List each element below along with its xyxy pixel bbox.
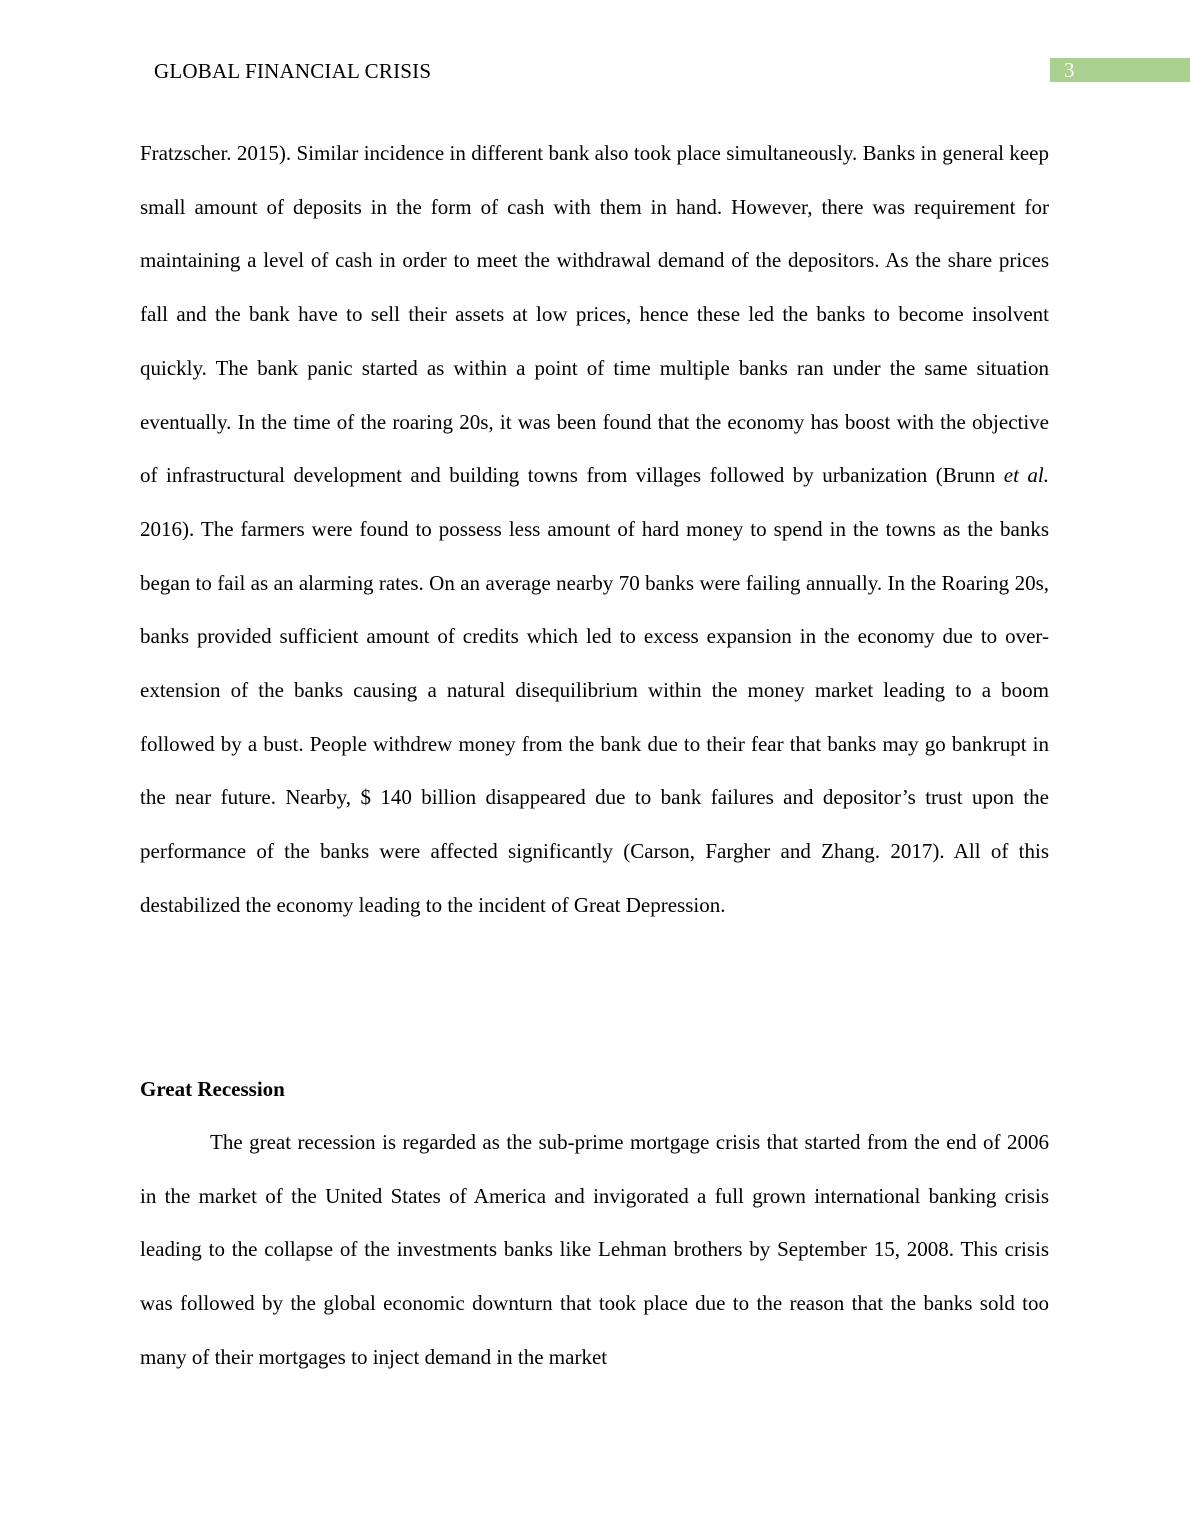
body-paragraph-1 bbox=[140, 127, 1049, 933]
paragraph-text: The great recession is regarded as the sub-prime mortgage crisis that started from the end of 2006 in the market of the United States of America and invigorated a full grown international banking crisis leading to the collapse of the investments banks like Lehman brothers by September 15, 2008. This crisis was followed by the global economic downturn that took place due to the reason that the banks sold too many of their mortgages to inject demand in the market bbox=[140, 1130, 1049, 1369]
running-head: GLOBAL FINANCIAL CRISIS bbox=[154, 59, 432, 83]
paragraph-text: 2016). The farmers were found to possess less amount of hard money to spend in the towns as the banks began to fail as an alarming rates. On an average nearby 70 banks were failing annually. In the Roaring 20s, banks provided sufficient amount of credits which led to excess expansion in the economy due to over-extension of the banks causing a natural disequilibrium within the money market leading to a boom followed by a bust. People withdrew money from the bank due to their fear that banks may go bankrupt in the near future. Nearby, $ 140 billion disappeared due to bank failures and depositor’s trust upon the performance of the banks were affected significantly (Carson, Fargher and Zhang. 2017). All of this destabilized the economy leading to the incident of Great Depression. bbox=[140, 516, 1049, 917]
italic-citation-text: et al. bbox=[1003, 463, 1049, 488]
section-heading: Great Recession bbox=[140, 1077, 285, 1101]
page-number-badge bbox=[1050, 58, 1190, 82]
paragraph-text: Fratzscher. 2015). Similar incidence in different bank also took place simultaneously. Banks in general keep small amount of deposits in the form of cash with them in hand. However, there was requirement for maintaining a level of cash in order to meet the withdrawal demand of the depositors. As the share prices fall and the bank have to sell their assets at low prices, hence these led the banks to become insolvent quickly. The bank panic started as within a point of time multiple banks ran under the same situation eventually. In the time of the roaring 20s, it was been found that the economy has boost with the objective of infrastructural development and building towns from villages followed by urbanization (Brunn bbox=[140, 141, 1049, 488]
body-paragraph-2 bbox=[140, 1116, 1049, 1385]
page-number: 3 bbox=[1064, 58, 1075, 82]
